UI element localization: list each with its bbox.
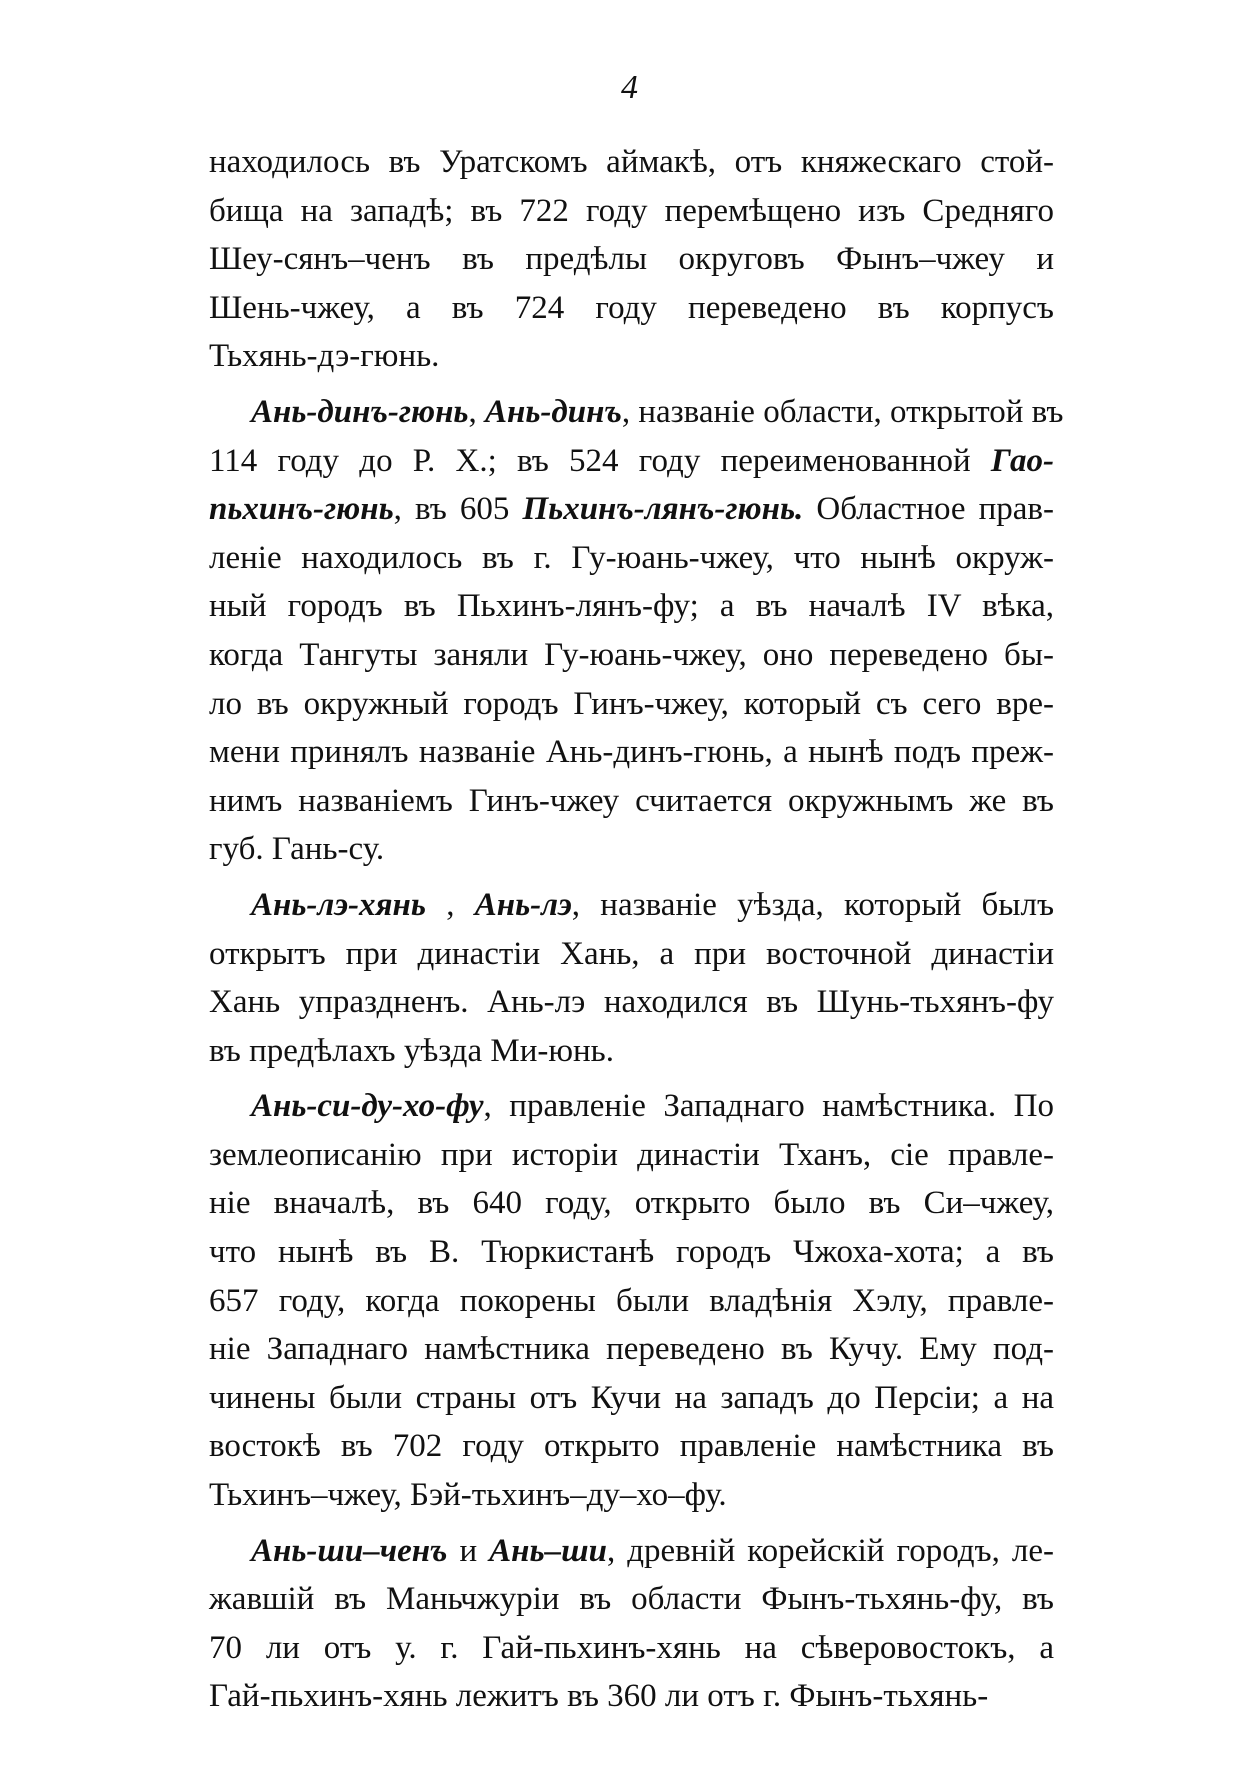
text-line xyxy=(209,1624,1054,1673)
text-run: 70 ли отъ у. г. Гай-пьхинъ-хянь на сѣверовостокъ, а xyxy=(209,1629,1054,1666)
text-run: что нынѣ въ В. Тюркистанѣ городъ Чжоха-хота; а въ xyxy=(209,1234,1054,1271)
text-line xyxy=(209,631,1054,680)
paragraph-gap xyxy=(209,1520,1054,1527)
text-run: ло въ окружный городъ Гинъ-чжеу, который съ сего вре- xyxy=(209,685,1054,722)
entry-term: Ань-динъ xyxy=(485,393,622,430)
text-line xyxy=(209,235,1054,284)
text-run: Областное прав- xyxy=(803,491,1054,528)
text-line xyxy=(209,1082,1054,1131)
text-line xyxy=(209,187,1054,236)
entry-term: Ань-ши–ченъ xyxy=(251,1532,448,1569)
entry-term: Ань-лэ-хянь xyxy=(251,886,426,923)
text-line xyxy=(209,1027,1054,1076)
text-run: , названіе уѣзда, который былъ xyxy=(571,886,1055,923)
text-run: , правленіе Западнаго намѣстника. По xyxy=(483,1088,1054,1125)
text-run: чинены были страны отъ Кучи на западъ до Персіи; а на xyxy=(209,1379,1054,1416)
entry-term: пьхинъ-гюнь xyxy=(209,491,394,528)
text-line xyxy=(209,680,1054,729)
paragraph-gap xyxy=(209,1075,1054,1082)
text-line xyxy=(209,777,1054,826)
text-line xyxy=(209,582,1054,631)
text-run: ный городъ въ Пьхинъ-лянъ-фу; а въ началѣ IV вѣка, xyxy=(209,588,1054,625)
text-line xyxy=(209,1672,1054,1721)
text-line xyxy=(209,728,1054,777)
text-line xyxy=(209,1277,1054,1326)
text-run: Шеу-сянъ–ченъ въ предѣлы округовъ Фынъ–чжеу и xyxy=(209,241,1054,278)
entry-term: Ань-лэ xyxy=(474,886,572,923)
text-run: Гай-пьхинъ-хянь лежитъ въ 360 ли отъ г. Фынъ-тьхянь- xyxy=(209,1678,989,1715)
body-text xyxy=(209,138,1064,1721)
entry-term: Ань–ши xyxy=(489,1532,607,1569)
text-run: нимъ названіемъ Гинъ-чжеу считается окружнымъ же въ xyxy=(209,782,1054,819)
entry-term: Гао- xyxy=(990,442,1054,479)
text-run: , древній корейскій городъ, ле- xyxy=(606,1532,1054,1569)
text-line xyxy=(209,1471,1054,1520)
text-run: , xyxy=(425,886,475,923)
entry-term: Пьхинъ-лянъ-гюнь. xyxy=(522,491,804,528)
text-run: Шень-чжеу, а въ 724 году переведено въ корпусъ xyxy=(209,289,1054,326)
text-line xyxy=(209,881,1054,930)
text-run: находилось въ Уратскомъ аймакѣ, отъ княжескаго стой- xyxy=(209,144,1054,180)
paragraph xyxy=(209,881,1054,1075)
text-run: открытъ при династіи Хань, а при восточной династіи xyxy=(209,935,1054,972)
text-line xyxy=(209,1422,1054,1471)
text-run: жавшій въ Маньчжуріи въ области Фынъ-тьхянь-фу, въ xyxy=(209,1581,1054,1618)
text-line xyxy=(209,1179,1054,1228)
text-line xyxy=(209,978,1054,1027)
text-line xyxy=(209,1325,1054,1374)
text-line xyxy=(209,534,1054,583)
text-run: леніе находилось въ г. Гу-юань-чжеу, что нынѣ окруж- xyxy=(209,539,1054,576)
text-line xyxy=(209,138,1054,187)
paragraph xyxy=(209,1527,1054,1721)
text-line xyxy=(209,825,1054,874)
entry-term: Ань-динъ-гюнь xyxy=(251,393,469,430)
text-line xyxy=(209,1131,1054,1180)
text-run: ніе Западнаго намѣстника переведено въ Кучу. Ему под- xyxy=(209,1331,1054,1368)
text-run: губ. Гань-су. xyxy=(209,831,385,868)
paragraph xyxy=(209,388,1064,874)
entry-term: Ань-си-ду-хо-фу xyxy=(251,1088,484,1125)
text-line xyxy=(209,284,1054,333)
text-run: Тьхянь-дэ-гюнь. xyxy=(209,338,440,375)
text-run: мени принялъ названіе Ань-динъ-гюнь, а нынѣ подъ преж- xyxy=(209,734,1054,771)
text-line xyxy=(209,1575,1054,1624)
text-run: 114 году до Р. Х.; въ 524 году переименованной xyxy=(209,442,991,479)
text-line xyxy=(209,485,1054,534)
text-run: ніе вначалѣ, въ 640 году, открыто было въ Си–чжеу, xyxy=(209,1185,1054,1222)
text-run: въ предѣлахъ уѣзда Ми-юнь. xyxy=(209,1032,614,1069)
paragraph xyxy=(209,138,1054,381)
text-run: и xyxy=(447,1532,490,1569)
text-run: землеописанію при исторіи династіи Тханъ, сіе правле- xyxy=(209,1136,1054,1173)
paragraph-gap xyxy=(209,381,1054,388)
text-run: бища на западѣ; въ 722 году перемѣщено изъ Средняго xyxy=(209,192,1054,229)
text-line xyxy=(209,388,1064,437)
text-line xyxy=(209,1228,1054,1277)
text-run: Хань упраздненъ. Ань-лэ находился въ Шунь-тьхянъ-фу xyxy=(209,984,1054,1021)
text-line xyxy=(209,1374,1054,1423)
text-line xyxy=(209,1527,1054,1576)
paragraph xyxy=(209,1082,1054,1519)
text-line xyxy=(209,332,1054,381)
text-run: востокѣ въ 702 году открыто правленіе намѣстника въ xyxy=(209,1428,1054,1465)
text-run: , xyxy=(468,393,485,430)
text-line xyxy=(209,930,1054,979)
paragraph-gap xyxy=(209,874,1054,881)
text-run: 657 году, когда покорены были владѣнія Хэлу, правле- xyxy=(209,1282,1054,1319)
page-number: 4 xyxy=(621,69,638,106)
text-run: когда Тангуты заняли Гу-юань-чжеу, оно переведено бы- xyxy=(209,636,1054,673)
text-run: , въ 605 xyxy=(393,491,523,528)
text-run: , названіе области, открытой въ xyxy=(621,393,1064,430)
text-line xyxy=(209,437,1054,486)
text-run: Тьхинъ–чжеу, Бэй-тьхинъ–ду–хо–фу. xyxy=(209,1477,727,1514)
